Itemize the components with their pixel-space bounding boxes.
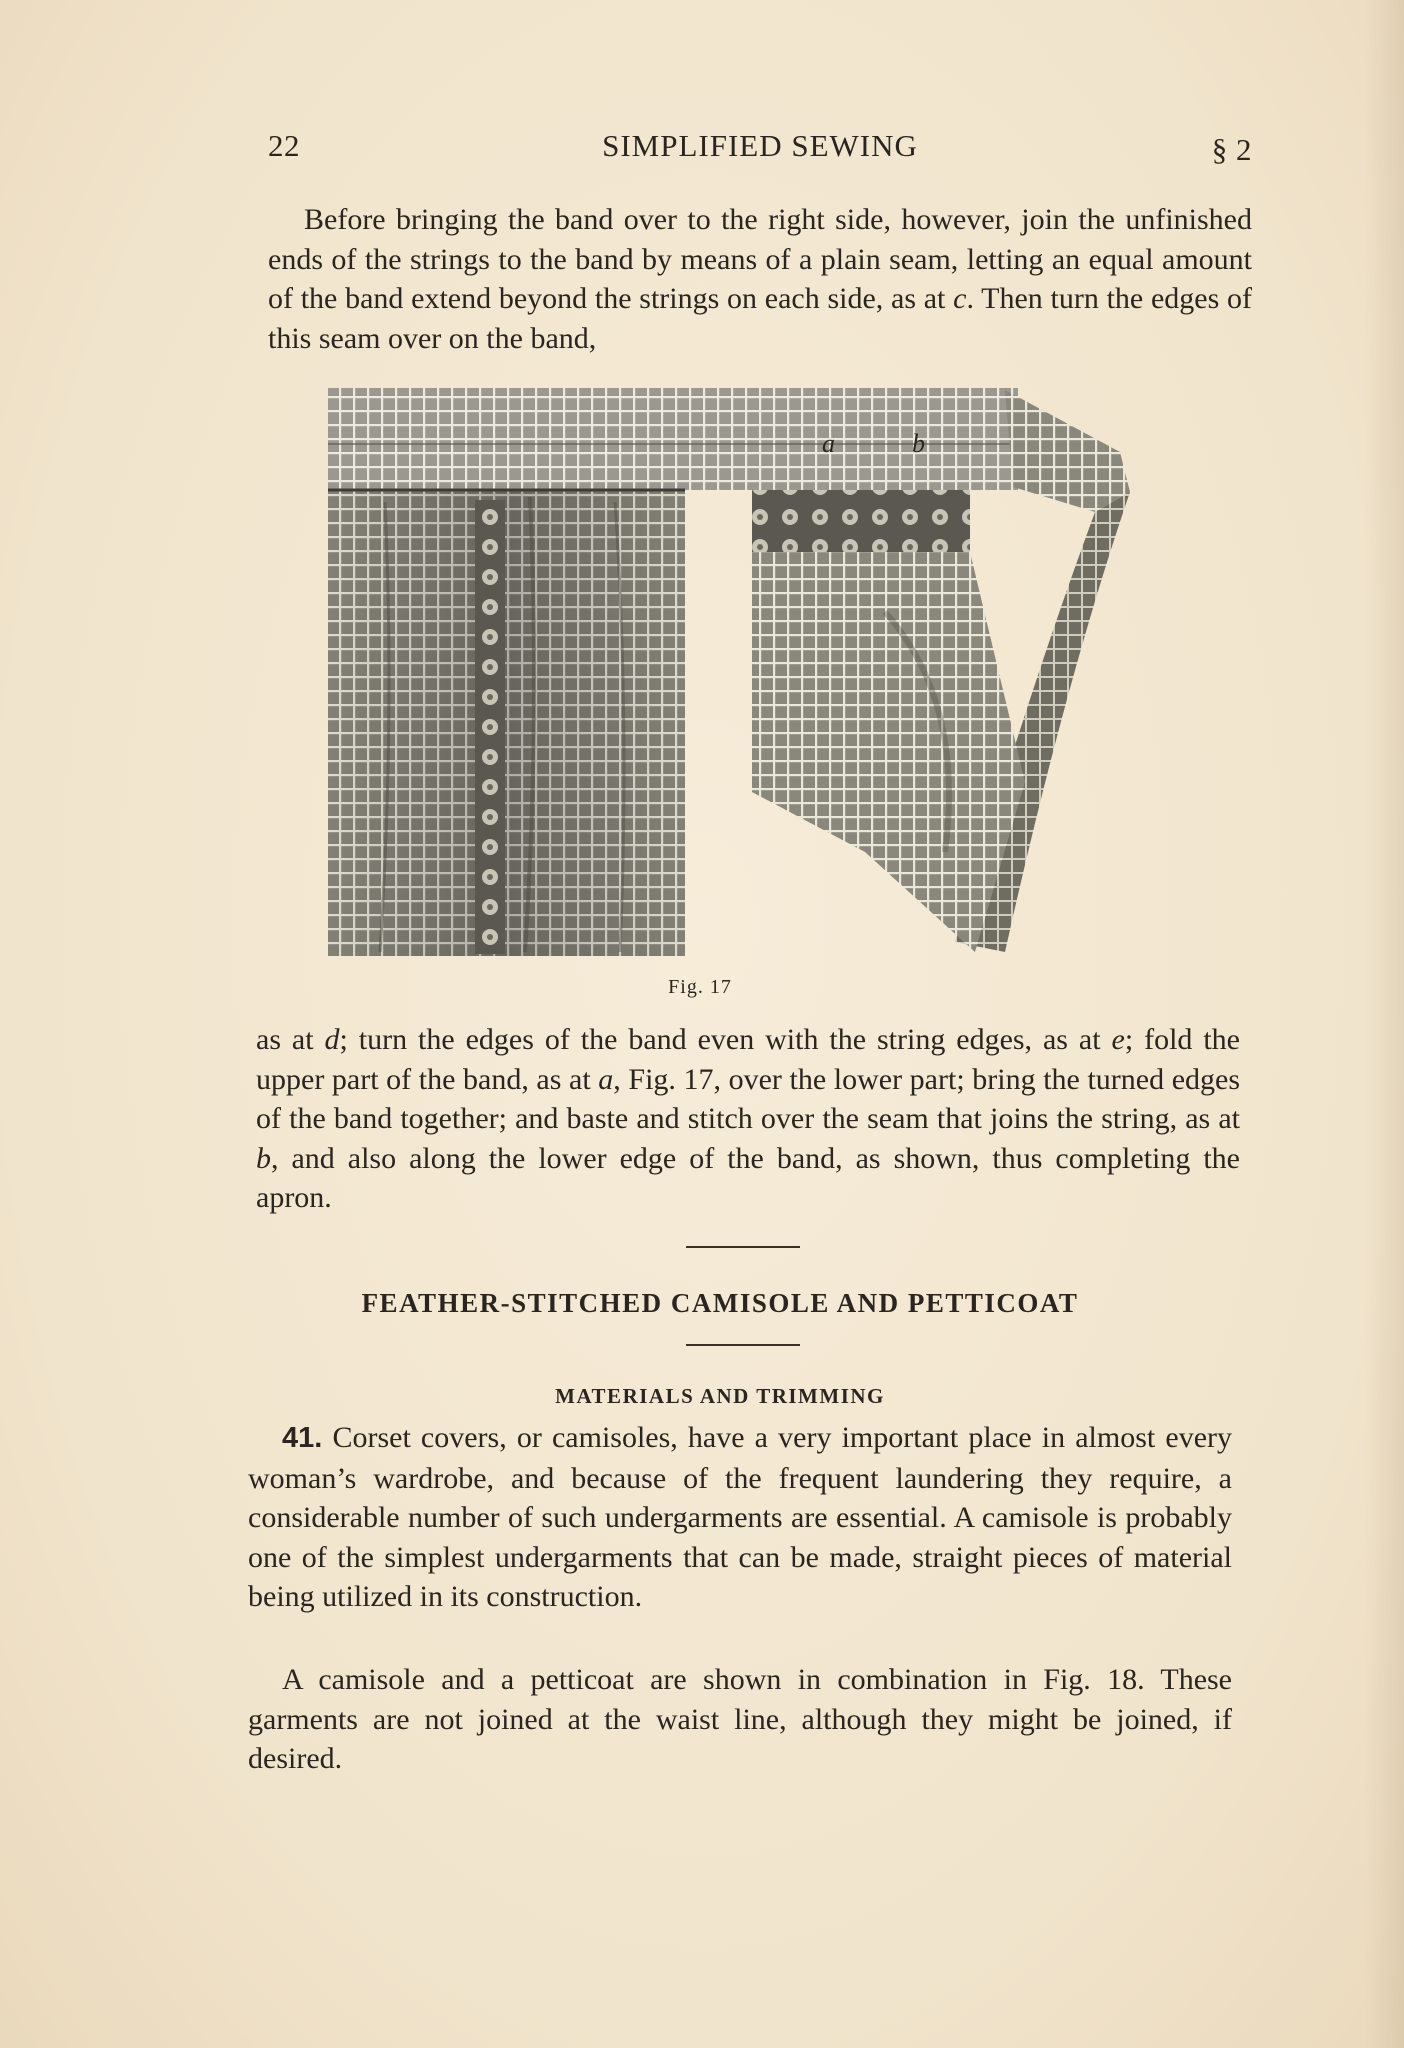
page-edge-shadow <box>1364 0 1404 2048</box>
ref-letter-b: b <box>256 1141 271 1175</box>
paragraph-text: , Fig. 17, over the lower part; bring the turned edges of the band together; and baste and stitch over the seam that joins the string, as at <box>256 1062 1240 1135</box>
paragraph-band-finish <box>256 1020 1240 1218</box>
paragraph-text: ; fold the upper part of the band, as at <box>256 1023 1240 1096</box>
lace-insertion <box>475 500 505 954</box>
band-end <box>1005 390 1130 512</box>
paragraph-text: ; turn the edges of the band even with the string edges, as at <box>339 1023 1112 1056</box>
figure-17-illustration <box>325 382 1155 958</box>
paragraph-number: 41. <box>282 1422 323 1454</box>
ref-letter-d: d <box>324 1023 340 1056</box>
paragraph-41 <box>248 1418 1232 1617</box>
paragraph-text: , and also along the lower edge of the band, as shown, thus completing the apron. <box>256 1141 1240 1214</box>
section-number: § 2 <box>1211 132 1252 167</box>
figure-label-a: a <box>822 429 835 458</box>
paragraph-camisole-petticoat: A camisole and a petticoat are shown in combination in Fig. 18. These garments are not joined at the waist line, although they might be joined, if desired. <box>248 1663 1232 1775</box>
running-title: SIMPLIFIED SEWING <box>602 128 918 163</box>
paragraph-text: Corset covers, or camisoles, have a very important place in almost every woman’s wardrobe, and because of the frequent laundering they require, a considerable number of such undergarments are essential. A camisole is probably one of the simplest undergarments that can be made, straight pieces of material being utilized in its construction. <box>248 1421 1232 1613</box>
section-rule-bottom <box>686 1344 800 1346</box>
section-heading: FEATHER-STITCHED CAMISOLE AND PETTICOAT <box>361 1288 1079 1318</box>
string-lace-edge <box>752 490 970 552</box>
figure-caption: Fig. 17 <box>668 976 732 998</box>
paragraph-text: Before bringing the band over to the right side, however, join the unfinished ends of the strings to the band by means of a plain seam, letting an equal amount of the band extend beyond the strings on each side, as at <box>268 203 1252 315</box>
section-subheading: MATERIALS AND TRIMMING <box>555 1384 885 1408</box>
running-header <box>268 128 1252 172</box>
ref-letter-a: a <box>598 1062 614 1096</box>
paragraph-band-strings <box>268 200 1252 358</box>
page-number: 22 <box>268 128 300 163</box>
ref-letter-e: e <box>1111 1023 1125 1056</box>
paragraph-text: as at <box>256 1023 325 1056</box>
figure-label-b: b <box>912 429 925 458</box>
section-rule-top <box>686 1246 800 1248</box>
ref-letter-c: c <box>953 282 967 315</box>
paragraph-text: . Then turn the edges of this seam over on the band, <box>268 282 1252 355</box>
